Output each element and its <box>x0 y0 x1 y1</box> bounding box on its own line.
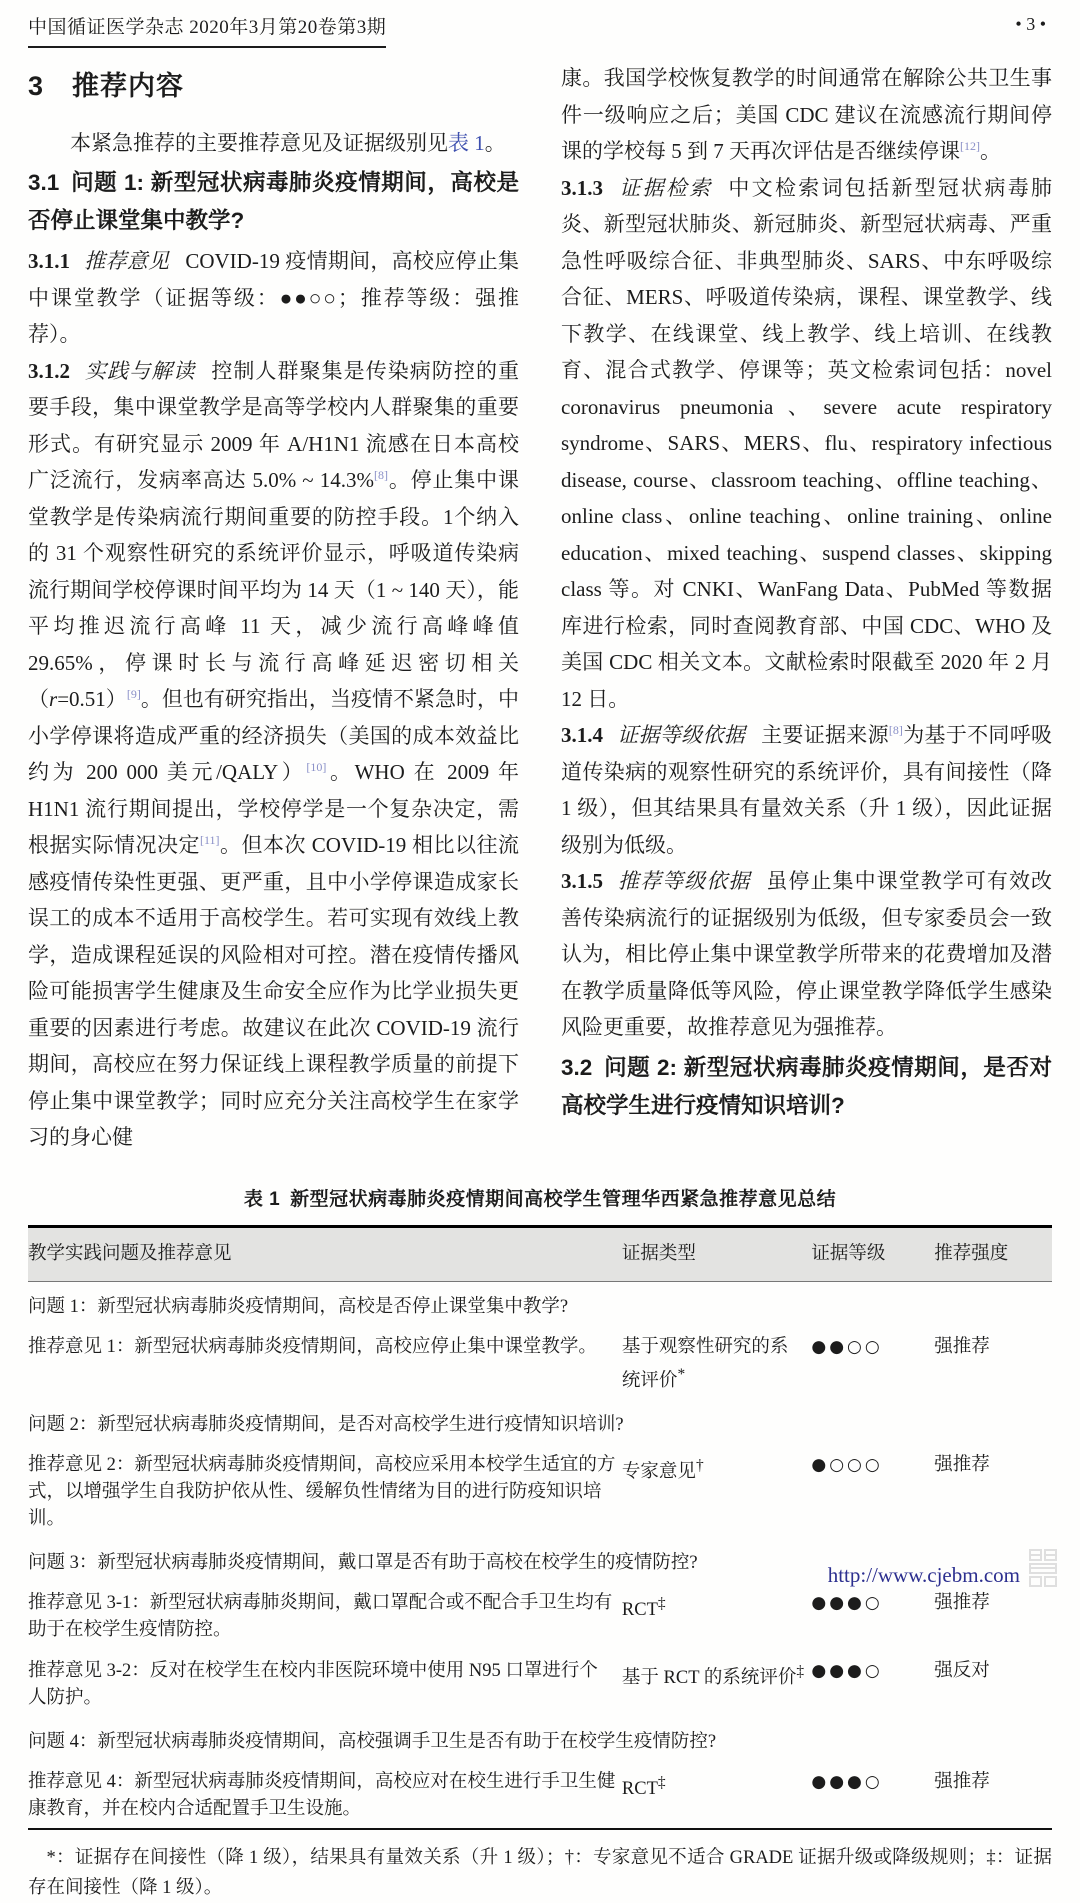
evidence-type-cell <box>622 1581 811 1649</box>
question-cell: 问题 3：新型冠状病毒肺炎疫情期间，戴口罩是否有助于高校在校学生的疫情防控? <box>28 1552 698 1573</box>
text-run: 中文检索词包括新型冠状病毒肺炎、新型冠状肺炎、新冠肺炎、新型冠状病毒、严重急性呼吸综合征、非典型肺炎、SARS、中东呼吸综合征、MERS、呼吸道传染病，课程、课堂教学、线下教学、在线课堂、线上教学、线上培训、在线教育、混合式教学、停课等；英文检索词包括：novel coronavirus pneumonia、severe acute respiratory syndrome、SARS、MERS、flu、respiratory infectious disease, course、classroom teaching、offline teaching、online class、online teaching、online training、online education、mixed teaching、suspend classes、skipping class 等。对 CNKI、WanFang Data、PubMed 等数据库进行检索，同时查阅教育部、中国 CDC、WHO 及美国 CDC 相关文本。文献检索时限截至 2020 年 2 月 12 日。 <box>561 175 1053 711</box>
text-run: 控制人群聚集是传染病防控的重要手段，集中课堂教学是高等学校内人群聚集的重要形式。有研究显示 2009 年 A/H1N1 流感在日本高校广泛流行，发病率高达 5.0% ~ 14.3% <box>28 358 520 492</box>
evidence-type-cell <box>622 1760 811 1829</box>
evidence-footnote-marker: ‡ <box>657 1594 666 1612</box>
text-run: 实践与解读 <box>84 358 196 383</box>
question-cell: 问题 4：新型冠状病毒肺炎疫情期间，高校强调手卫生是否有助于在校学生疫情防控? <box>28 1731 717 1752</box>
text-run: 。但本次 COVID-19 相比以往流感疫情传染性更强、更严重，且中小学停课造成家长误工的成本不适用于高校学生。若可实现有效线上教学，造成课程延误的风险相对可控。潜在疫情传播风险可能损害学生健康及生命安全应作为比学业损失更重要的因素进行考虑。故建议在此次 COVID-19 流行期间，高校应在努力保证线上课程教学质量的前提下停止集中课堂教学；同时应充分关注高校学生在家学习的身心健 <box>28 833 519 1149</box>
paragraph-continuation <box>561 60 1052 170</box>
journal-url-link[interactable]: http://www.cjebm.com <box>827 1563 1020 1587</box>
reference-superscript: [9] <box>126 687 141 701</box>
recommendation-text-cell: 推荐意见 3-1：新型冠状病毒肺炎期间，戴口罩配合或不配合手卫生均有助于在校学生疫情防控。 <box>28 1592 613 1640</box>
evidence-footnote-marker: * <box>677 1365 686 1383</box>
text-run: 3.1.2 <box>28 358 70 383</box>
strength-cell: 强反对 <box>934 1660 990 1681</box>
text-run: r <box>49 687 58 711</box>
evidence-type-text: RCT <box>621 1778 658 1799</box>
table-title: 表 1 新型冠状病毒肺炎疫情期间高校学生管理华西紧急推荐意见总结 <box>243 1188 837 1210</box>
intro-paragraph <box>28 125 519 162</box>
question-row <box>28 1400 1052 1443</box>
recommendation-text-cell: 推荐意见 3-2：反对在校学生在校内非医院环境中使用 N95 口罩进行个人防护。 <box>28 1660 598 1708</box>
evidence-footnote-marker: † <box>695 1456 704 1474</box>
recommendation-text-cell: 推荐意见 1：新型冠状病毒肺炎疫情期间，高校应停止集中课堂教学。 <box>28 1336 597 1357</box>
recommendation-text-cell: 推荐意见 4：新型冠状病毒肺炎疫情期间，高校应对在校生进行手卫生健康教育，并在校内合适配置手卫生设施。 <box>28 1771 616 1819</box>
text-run: 虽停止集中课堂教学可有效改善传染病流行的证据级别为低级，但专家委员会一致认为，相比停止集中课堂教学所带来的花费增加及潜在教学质量降低等风险，停止课堂教学降低学生感染风险更重要，故推荐意见为强推荐。 <box>561 869 1053 1039</box>
right-column <box>561 60 1052 1156</box>
evidence-type-text: 基于 RCT 的系统评价 <box>621 1667 797 1688</box>
page-number: • 3 • <box>1015 14 1046 34</box>
evidence-footnote-marker: ‡ <box>796 1662 805 1680</box>
text-run: 。 <box>484 130 506 155</box>
evidence-footnote-marker: ‡ <box>657 1773 666 1791</box>
paragraph-3-1-2 <box>28 353 519 1156</box>
column-header-question: 教学实践问题及推荐意见 <box>28 1226 622 1281</box>
strength-cell: 强推荐 <box>934 1592 990 1613</box>
strength-cell: 强推荐 <box>934 1454 990 1475</box>
paragraph-3-1-5 <box>561 863 1052 1046</box>
column-header-evidence-level: 证据等级 <box>811 1226 934 1281</box>
recommendation-row <box>28 1325 1052 1400</box>
text-run: 证据检索 <box>617 175 713 200</box>
text-run: 。 <box>980 139 1001 163</box>
text-run: 。WHO 在 2009 年 H1N1 流行期间提出，学校停学是一个复杂决定，需根据实际情况决定 <box>28 760 519 857</box>
recommendation-text-cell: 推荐意见 2：新型冠状病毒肺炎疫情期间，高校应采用本校学生适宜的方式，以增强学生自我防护依从性、缓解负性情绪为目的进行防疫知识培训。 <box>28 1454 616 1529</box>
text-run: 推荐意见 <box>84 249 170 273</box>
reference-superscript: [10] <box>306 760 327 774</box>
evidence-type-text: RCT <box>621 1599 658 1620</box>
strength-cell: 强推荐 <box>934 1336 990 1357</box>
recommendation-row <box>28 1649 1052 1717</box>
text-run: 3.1.3 <box>561 175 603 200</box>
reference-superscript: [8] <box>888 723 903 737</box>
summary-table <box>28 1225 1052 1830</box>
reference-superscript: [8] <box>373 468 388 482</box>
text-run: 3.1.1 <box>28 249 70 273</box>
text-run: 。但也有研究指出，当疫情不紧急时，中小学停课将造成严重的经济损失（美国的成本效益比约为 200 000 美元/QALY） <box>28 687 520 784</box>
journal-title: 中国循证医学杂志 2020年3月第20卷第3期 <box>28 12 386 48</box>
question-cell: 问题 1：新型冠状病毒肺炎疫情期间，高校是否停止课堂集中教学? <box>28 1296 569 1317</box>
paragraph-3-1-1 <box>28 243 519 353</box>
reference-superscript: [12] <box>960 139 980 153</box>
text-run: 3.1.4 <box>561 723 603 747</box>
evidence-level-cell: ●●●○ <box>811 1771 883 1792</box>
text-run: 主要证据来源 <box>761 723 889 747</box>
text-run: 为基于不同呼吸道传染病的观察性研究的系统评价，具有间接性（降 1 级），但其结果具有量效关系（升 1 级），因此证据级别为低级。 <box>561 723 1053 857</box>
text-run: 推荐等级依据 <box>617 869 751 893</box>
table-1-reference: 表 1 <box>448 130 485 155</box>
paragraph-3-1-3 <box>561 170 1052 718</box>
strength-cell: 强推荐 <box>934 1771 990 1792</box>
question-cell: 问题 2：新型冠状病毒肺炎疫情期间，是否对高校学生进行疫情知识培训? <box>28 1414 624 1435</box>
column-header-evidence-type: 证据类型 <box>622 1226 811 1281</box>
table-header-row <box>28 1226 1052 1281</box>
left-column <box>28 60 519 1156</box>
recommendation-row <box>28 1443 1052 1538</box>
evidence-level-cell: ●●●○ <box>811 1660 883 1681</box>
question-1-heading: 3.1 问题 1: 新型冠状病毒肺炎疫情期间，高校是否停止课堂集中教学? <box>28 170 519 233</box>
summary-table-section <box>28 1184 1052 1903</box>
evidence-type-text: 专家意见 <box>621 1461 696 1482</box>
evidence-level-cell: ●●●○ <box>811 1592 883 1613</box>
two-column-body <box>28 60 1052 1156</box>
evidence-type-cell <box>622 1325 811 1400</box>
recommendation-row <box>28 1581 1052 1649</box>
evidence-level-cell: ●●○○ <box>811 1336 883 1357</box>
page-header <box>28 12 1052 48</box>
question-row <box>28 1717 1052 1760</box>
column-header-strength: 推荐强度 <box>934 1226 1052 1281</box>
reference-superscript: [11] <box>199 833 220 847</box>
text-run: COVID-19 疫情期间，高校应停止集中课堂教学（证据等级：●●○○；推荐等级：强推荐）。 <box>28 249 519 346</box>
text-run: 本紧急推荐的主要推荐意见及证据级别见 <box>70 130 448 155</box>
evidence-type-cell <box>622 1649 811 1717</box>
evidence-type-text: 基于观察性研究的系统评价 <box>621 1336 789 1391</box>
table-footnote: *：证据存在间接性（降 1 级），结果具有量效关系（升 1 级）；†：专家意见不适合 GRADE 证据升级或降级规则；‡：证据存在间接性（降 1 级）。 <box>28 1847 1052 1898</box>
question-row <box>28 1281 1052 1325</box>
evidence-level-cell: ●○○○ <box>811 1454 883 1475</box>
watermark-logo <box>1028 1548 1058 1588</box>
text-run: 康。我国学校恢复教学的时间通常在解除公共卫生事件一级响应之后；美国 CDC 建议在流感流行期间停课的学校每 5 到 7 天再次评估是否继续停课 <box>561 66 1052 163</box>
text-run: =0.51） <box>57 687 127 711</box>
text-run: 。停止集中课堂教学是传染病流行期间重要的防控手段。1个纳入的 31 个观察性研究的系统评价显示，呼吸道传染病流行期间学校停课时间平均为 14 天（1 ~ 140 天），能平均推迟流行高峰 11 天，减少流行高峰峰值 29.65%，停课时长与流行高峰延迟密切相关（ <box>28 468 520 711</box>
section-3-heading: 3 推荐内容 <box>28 71 185 101</box>
evidence-type-cell <box>622 1443 811 1538</box>
text-run: 3.1.5 <box>561 869 603 893</box>
text-run: 证据等级依据 <box>617 723 746 747</box>
recommendation-row <box>28 1760 1052 1829</box>
question-2-heading: 3.2 问题 2: 新型冠状病毒肺炎疫情期间，是否对高校学生进行疫情知识培训? <box>561 1054 1052 1118</box>
page-footer <box>828 1548 1058 1588</box>
paragraph-3-1-4 <box>561 717 1052 863</box>
